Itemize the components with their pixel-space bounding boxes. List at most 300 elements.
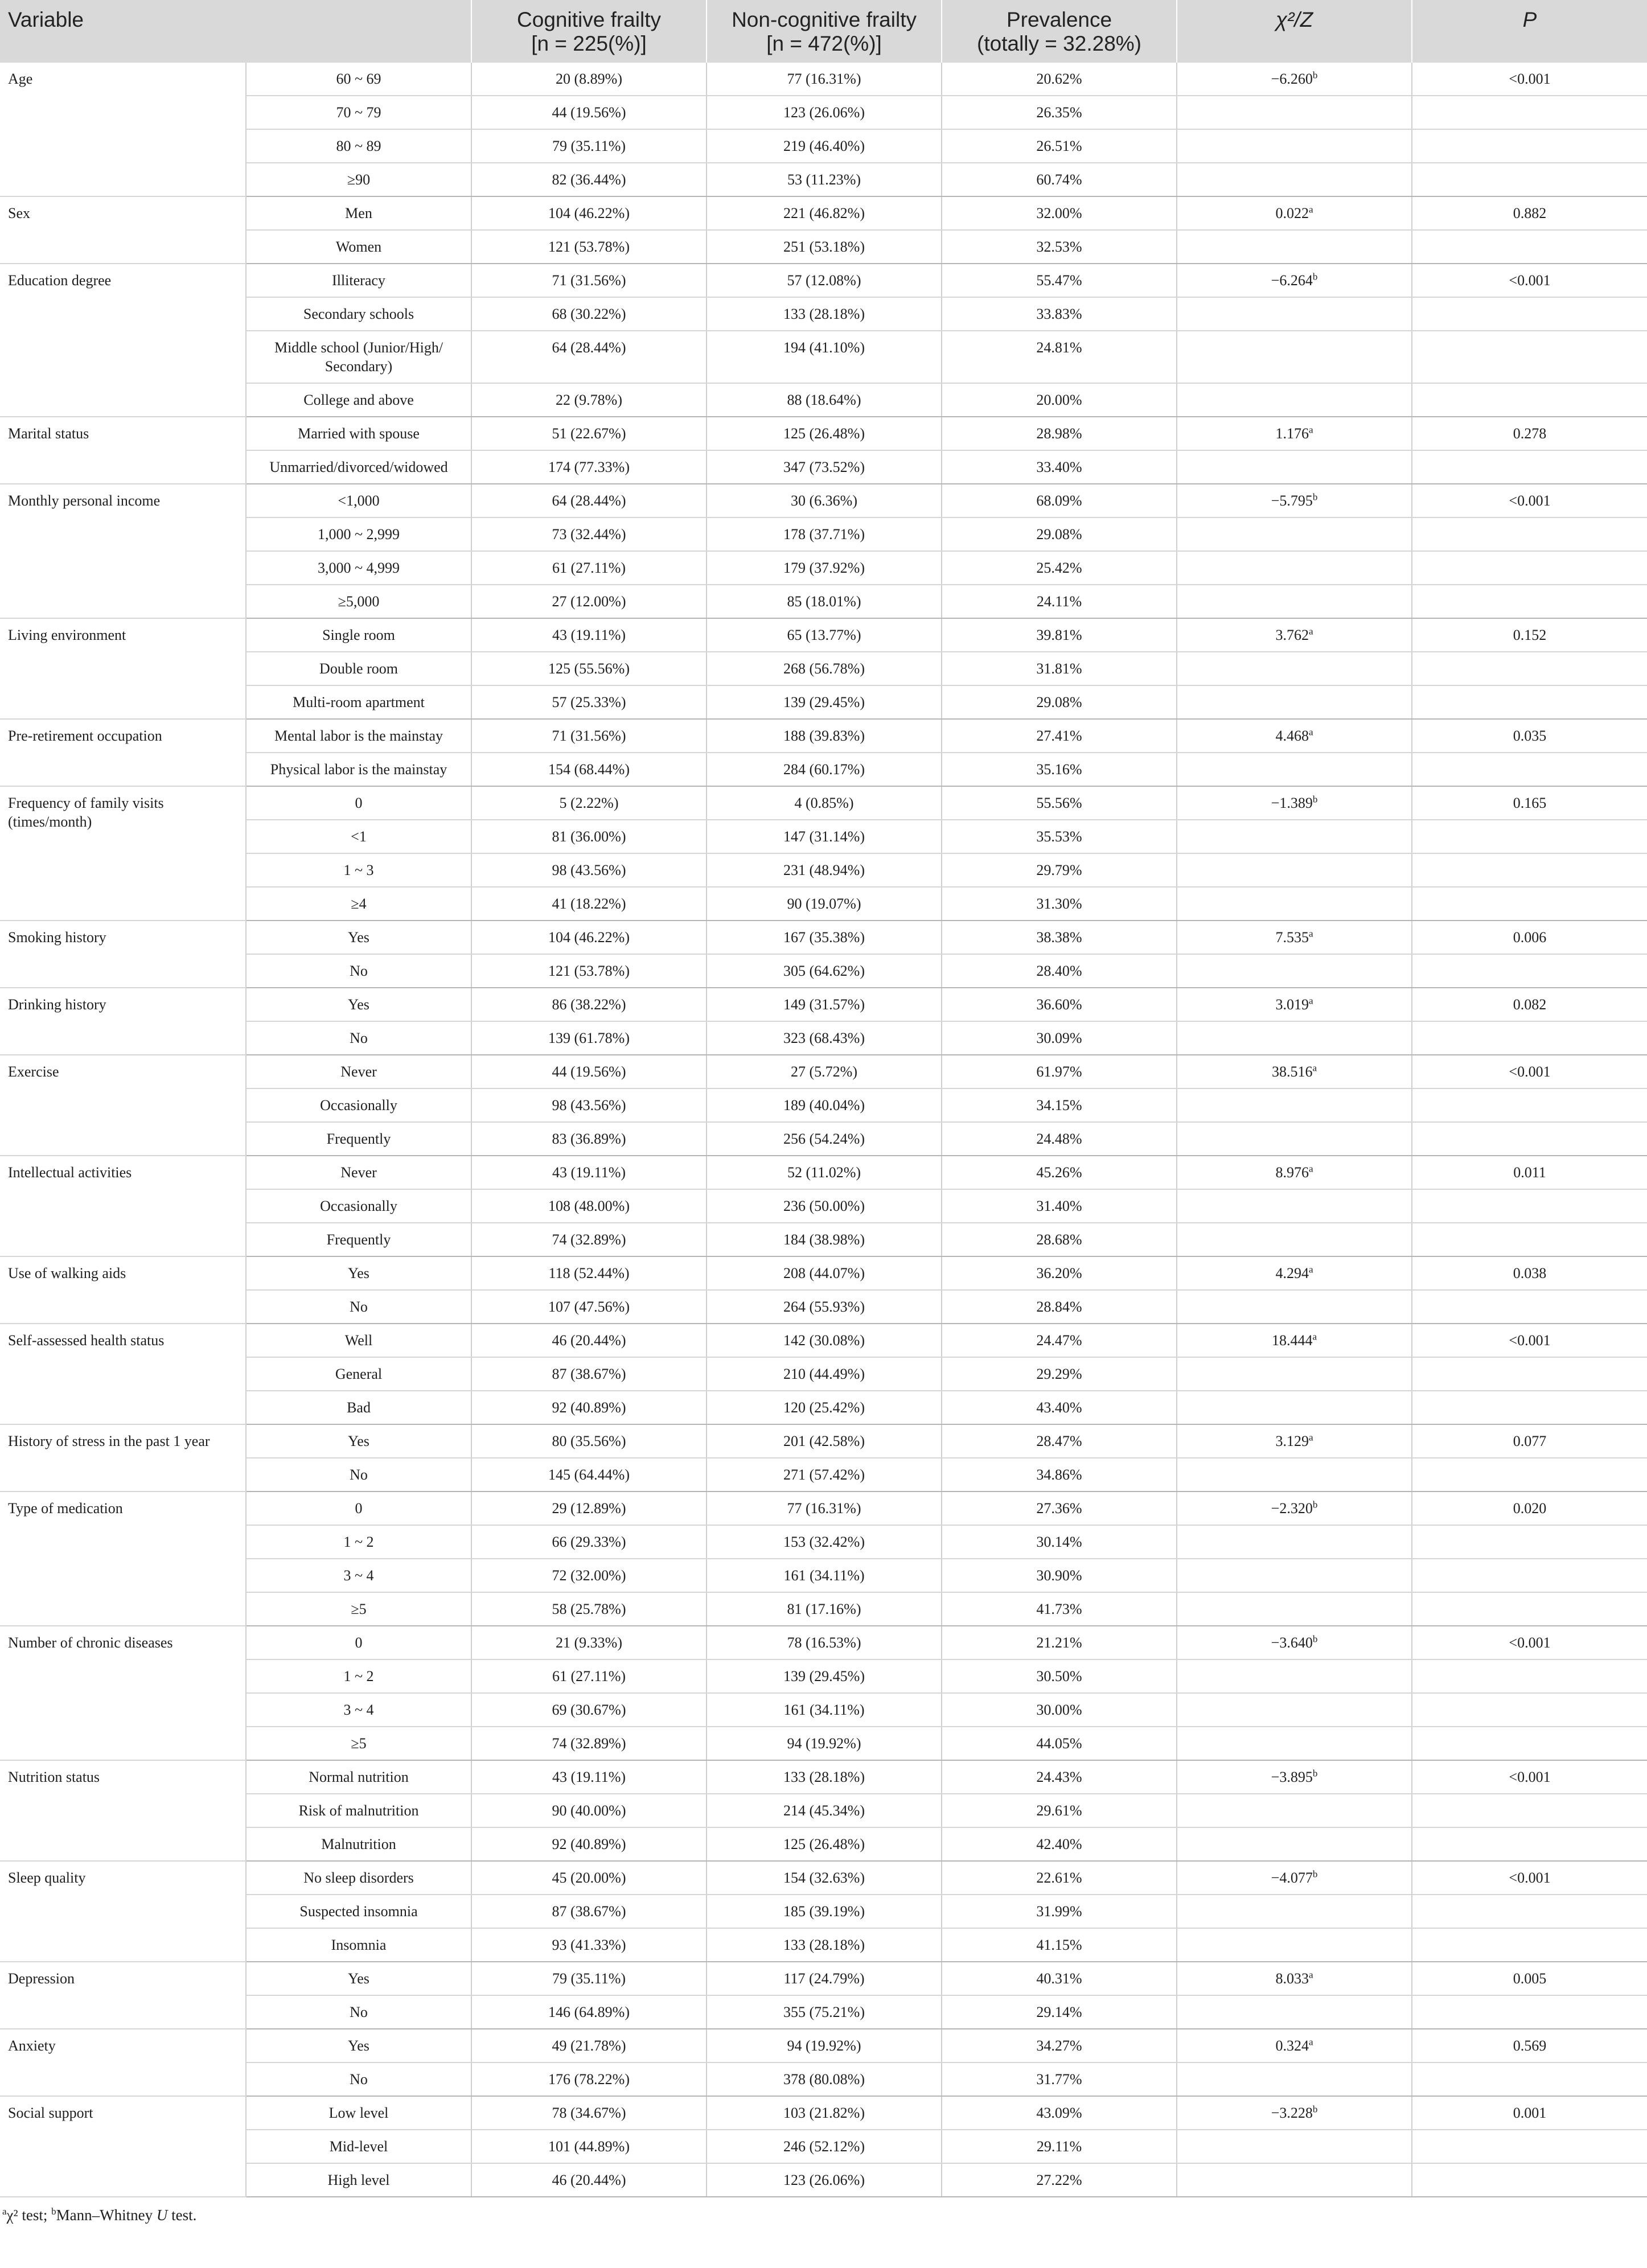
p-value-cell (1412, 96, 1647, 129)
level-cell: Double room (246, 652, 471, 685)
level-cell: Married with spouse (246, 417, 471, 450)
prevalence-cell: 25.42% (942, 551, 1177, 585)
statistic-test-mark: a (1308, 1163, 1313, 1174)
statistic-value: −6.264 (1271, 272, 1313, 289)
prevalence-cell: 31.81% (942, 652, 1177, 685)
cognitive-frailty-cell: 44 (19.56%) (471, 96, 707, 129)
p-value-cell (1412, 517, 1647, 551)
cognitive-frailty-cell: 29 (12.89%) (471, 1492, 707, 1525)
p-value-cell: 0.006 (1412, 921, 1647, 954)
statistic-cell (1177, 1962, 1412, 1995)
table-row (0, 1592, 1647, 1626)
prevalence-cell: 44.05% (942, 1727, 1177, 1760)
p-value-cell (1412, 1827, 1647, 1861)
prevalence-cell: 29.08% (942, 517, 1177, 551)
level-cell: ≥5 (246, 1727, 471, 1760)
non-cognitive-frailty-cell: 117 (24.79%) (707, 1962, 942, 1995)
non-cognitive-frailty-cell: 125 (26.48%) (707, 417, 942, 450)
footnote-b-mark: b (51, 2206, 56, 2217)
statistic-value: −1.389 (1271, 795, 1313, 811)
cognitive-frailty-cell: 22 (9.78%) (471, 383, 707, 417)
non-cognitive-frailty-cell: 139 (29.45%) (707, 685, 942, 719)
cognitive-frailty-cell: 61 (27.11%) (471, 551, 707, 585)
p-value-cell (1412, 1895, 1647, 1928)
prevalence-cell: 30.50% (942, 1659, 1177, 1693)
level-cell: Low level (246, 2096, 471, 2130)
statistic-cell (1177, 2163, 1412, 2197)
p-value-cell (1412, 753, 1647, 786)
statistic-test-mark: b (1312, 271, 1318, 282)
statistic-cell (1177, 96, 1412, 129)
level-cell: 60 ~ 69 (246, 63, 471, 96)
variable-name-cell: Self-assessed health status (0, 1324, 246, 1424)
cognitive-frailty-cell: 90 (40.00%) (471, 1794, 707, 1827)
prevalence-cell: 29.79% (942, 853, 1177, 887)
cognitive-frailty-cell: 79 (35.11%) (471, 1962, 707, 1995)
statistic-cell (1177, 129, 1412, 163)
p-value-cell (1412, 1357, 1647, 1391)
cognitive-frailty-cell: 46 (20.44%) (471, 1324, 707, 1357)
prevalence-cell: 38.38% (942, 921, 1177, 954)
level-cell: Occasionally (246, 1088, 471, 1122)
table-row (0, 1189, 1647, 1223)
level-cell: 70 ~ 79 (246, 96, 471, 129)
prevalence-cell: 33.83% (942, 297, 1177, 331)
level-cell: Frequently (246, 1122, 471, 1156)
table-row (0, 1861, 1647, 1895)
p-value-cell: <0.001 (1412, 1055, 1647, 1088)
prevalence-cell: 27.22% (942, 2163, 1177, 2197)
table-row (0, 1995, 1647, 2029)
table-footnote (0, 2197, 1647, 2225)
level-cell: Never (246, 1156, 471, 1189)
statistic-value: 3.762 (1275, 627, 1309, 643)
statistic-cell (1177, 1391, 1412, 1424)
p-value-cell: <0.001 (1412, 1626, 1647, 1659)
p-value-cell (1412, 1391, 1647, 1424)
variable-name-cell: Sex (0, 196, 246, 264)
table-row (0, 417, 1647, 450)
statistic-cell (1177, 719, 1412, 753)
p-value-cell (1412, 1223, 1647, 1256)
non-cognitive-frailty-cell: 251 (53.18%) (707, 230, 942, 264)
variable-name-cell: Sleep quality (0, 1861, 246, 1962)
level-cell: Risk of malnutrition (246, 1794, 471, 1827)
table-row (0, 331, 1647, 383)
cognitive-frailty-cell: 20 (8.89%) (471, 63, 707, 96)
prevalence-cell: 28.47% (942, 1424, 1177, 1458)
p-value-cell (1412, 1122, 1647, 1156)
prevalence-cell: 45.26% (942, 1156, 1177, 1189)
p-value-cell (1412, 1592, 1647, 1626)
cognitive-frailty-cell: 81 (36.00%) (471, 820, 707, 853)
level-cell: Men (246, 196, 471, 230)
variable-name-cell: Pre-retirement occupation (0, 719, 246, 786)
variable-name-cell: Living environment (0, 618, 246, 719)
cognitive-frailty-cell: 104 (46.22%) (471, 921, 707, 954)
statistic-cell (1177, 1189, 1412, 1223)
p-value-cell (1412, 1290, 1647, 1324)
level-cell: 0 (246, 1492, 471, 1525)
non-cognitive-frailty-cell: 123 (26.06%) (707, 2163, 942, 2197)
non-cognitive-frailty-cell: 27 (5.72%) (707, 1055, 942, 1088)
prevalence-cell: 31.77% (942, 2062, 1177, 2096)
p-value-cell (1412, 1794, 1647, 1827)
statistic-cell (1177, 1324, 1412, 1357)
statistic-value: 3.129 (1275, 1433, 1309, 1449)
variable-name-cell: Exercise (0, 1055, 246, 1156)
statistic-cell (1177, 517, 1412, 551)
level-cell: <1 (246, 820, 471, 853)
p-value-cell: <0.001 (1412, 1861, 1647, 1895)
non-cognitive-frailty-cell: 167 (35.38%) (707, 921, 942, 954)
table-row (0, 1895, 1647, 1928)
statistic-cell (1177, 1122, 1412, 1156)
prevalence-cell: 34.86% (942, 1458, 1177, 1492)
table-row (0, 1223, 1647, 1256)
p-value-cell (1412, 954, 1647, 988)
table-row (0, 450, 1647, 484)
cognitive-frailty-cell: 104 (46.22%) (471, 196, 707, 230)
statistic-cell (1177, 264, 1412, 297)
cognitive-frailty-cell: 121 (53.78%) (471, 230, 707, 264)
header-prevalence-line2: (totally = 32.28%) (977, 32, 1141, 55)
cognitive-frailty-cell: 41 (18.22%) (471, 887, 707, 921)
table-row (0, 1156, 1647, 1189)
statistic-test-mark: a (1308, 204, 1313, 215)
p-value-cell: 0.165 (1412, 786, 1647, 820)
p-value-cell (1412, 163, 1647, 196)
header-variable: Variable (0, 0, 471, 63)
non-cognitive-frailty-cell: 214 (45.34%) (707, 1794, 942, 1827)
table-row (0, 1962, 1647, 1995)
prevalence-cell: 29.11% (942, 2130, 1177, 2163)
p-value-cell: <0.001 (1412, 1760, 1647, 1794)
table-row (0, 954, 1647, 988)
table-row (0, 1391, 1647, 1424)
table-row (0, 1693, 1647, 1727)
prevalence-cell: 68.09% (942, 484, 1177, 517)
statistic-cell (1177, 1357, 1412, 1391)
p-value-cell (1412, 297, 1647, 331)
table-row (0, 1794, 1647, 1827)
statistic-cell (1177, 921, 1412, 954)
statistic-cell (1177, 786, 1412, 820)
prevalence-cell: 29.29% (942, 1357, 1177, 1391)
statistic-test-mark: a (1308, 928, 1313, 939)
p-value-cell: 0.278 (1412, 417, 1647, 450)
header-statistic: χ²/Z (1177, 0, 1412, 63)
non-cognitive-frailty-cell: 264 (55.93%) (707, 1290, 942, 1324)
p-value-cell: 0.077 (1412, 1424, 1647, 1458)
table-body (0, 63, 1647, 2197)
prevalence-cell: 27.41% (942, 719, 1177, 753)
cognitive-frailty-cell: 57 (25.33%) (471, 685, 707, 719)
table-row (0, 484, 1647, 517)
p-value-cell (1412, 383, 1647, 417)
statistic-cell (1177, 2029, 1412, 2062)
non-cognitive-frailty-cell: 271 (57.42%) (707, 1458, 942, 1492)
table-row (0, 96, 1647, 129)
level-cell: Physical labor is the mainstay (246, 753, 471, 786)
level-cell: Mental labor is the mainstay (246, 719, 471, 753)
variable-name-cell: Smoking history (0, 921, 246, 988)
statistic-value: 1.176 (1275, 425, 1309, 442)
level-cell: Never (246, 1055, 471, 1088)
variable-name-cell: History of stress in the past 1 year (0, 1424, 246, 1492)
prevalence-cell: 24.81% (942, 331, 1177, 383)
non-cognitive-frailty-cell: 154 (32.63%) (707, 1861, 942, 1895)
variable-name-cell: Social support (0, 2096, 246, 2197)
statistic-test-mark: a (1308, 1969, 1313, 1981)
table-row (0, 719, 1647, 753)
cognitive-frailty-cell: 145 (64.44%) (471, 1458, 707, 1492)
prevalence-cell: 35.16% (942, 753, 1177, 786)
statistic-cell (1177, 585, 1412, 618)
statistic-value: 8.033 (1275, 1970, 1309, 1987)
cognitive-frailty-cell: 108 (48.00%) (471, 1189, 707, 1223)
cognitive-frailty-cell: 64 (28.44%) (471, 484, 707, 517)
prevalence-cell: 29.14% (942, 1995, 1177, 2029)
statistic-cell (1177, 1021, 1412, 1055)
table-row (0, 1357, 1647, 1391)
level-cell: General (246, 1357, 471, 1391)
cognitive-frailty-cell: 43 (19.11%) (471, 1760, 707, 1794)
statistic-cell (1177, 988, 1412, 1021)
table-row (0, 1760, 1647, 1794)
non-cognitive-frailty-cell: 103 (21.82%) (707, 2096, 942, 2130)
level-cell: No (246, 1995, 471, 2029)
prevalence-cell: 21.21% (942, 1626, 1177, 1659)
non-cognitive-frailty-cell: 133 (28.18%) (707, 1760, 942, 1794)
cognitive-frailty-cell: 43 (19.11%) (471, 618, 707, 652)
p-value-cell: <0.001 (1412, 264, 1647, 297)
cognitive-frailty-cell: 87 (38.67%) (471, 1357, 707, 1391)
prevalence-cell: 41.15% (942, 1928, 1177, 1962)
p-value-cell: <0.001 (1412, 484, 1647, 517)
level-cell: ≥90 (246, 163, 471, 196)
statistic-value: −3.640 (1271, 1634, 1313, 1651)
statistic-cell (1177, 1290, 1412, 1324)
statistic-cell (1177, 1055, 1412, 1088)
prevalence-cell: 24.47% (942, 1324, 1177, 1357)
statistic-cell (1177, 2096, 1412, 2130)
table-row (0, 988, 1647, 1021)
non-cognitive-frailty-cell: 185 (39.19%) (707, 1895, 942, 1928)
table-row (0, 129, 1647, 163)
table-row (0, 853, 1647, 887)
table-row (0, 383, 1647, 417)
non-cognitive-frailty-cell: 347 (73.52%) (707, 450, 942, 484)
level-cell: Yes (246, 1256, 471, 1290)
non-cognitive-frailty-cell: 53 (11.23%) (707, 163, 942, 196)
statistic-value: 3.019 (1275, 996, 1309, 1013)
p-value-cell (1412, 585, 1647, 618)
non-cognitive-frailty-cell: 120 (25.42%) (707, 1391, 942, 1424)
header-row (0, 0, 1647, 63)
non-cognitive-frailty-cell: 184 (38.98%) (707, 1223, 942, 1256)
level-cell: No sleep disorders (246, 1861, 471, 1895)
prevalence-cell: 43.09% (942, 2096, 1177, 2130)
statistic-cell (1177, 2130, 1412, 2163)
p-value-cell (1412, 1021, 1647, 1055)
variable-name-cell: Anxiety (0, 2029, 246, 2096)
prevalence-cell: 27.36% (942, 1492, 1177, 1525)
non-cognitive-frailty-cell: 77 (16.31%) (707, 63, 942, 96)
statistic-cell (1177, 1626, 1412, 1659)
non-cognitive-frailty-cell: 161 (34.11%) (707, 1559, 942, 1592)
statistic-test-mark: a (1308, 1432, 1313, 1443)
table-row (0, 1659, 1647, 1693)
non-cognitive-frailty-cell: 256 (54.24%) (707, 1122, 942, 1156)
p-value-cell (1412, 1088, 1647, 1122)
non-cognitive-frailty-cell: 139 (29.45%) (707, 1659, 942, 1693)
prevalence-cell: 30.14% (942, 1525, 1177, 1559)
statistic-test-mark: a (1308, 726, 1313, 738)
prevalence-cell: 61.97% (942, 1055, 1177, 1088)
table-row (0, 921, 1647, 954)
non-cognitive-frailty-cell: 208 (44.07%) (707, 1256, 942, 1290)
p-value-cell: 0.569 (1412, 2029, 1647, 2062)
p-value-cell (1412, 331, 1647, 383)
table-row (0, 1626, 1647, 1659)
statistic-test-mark: a (1308, 1264, 1313, 1275)
p-value-cell: <0.001 (1412, 63, 1647, 96)
cognitive-frailty-cell: 46 (20.44%) (471, 2163, 707, 2197)
statistic-cell (1177, 1223, 1412, 1256)
table-row (0, 163, 1647, 196)
cognitive-frailty-cell: 92 (40.89%) (471, 1391, 707, 1424)
prevalence-cell: 31.30% (942, 887, 1177, 921)
statistic-value: −4.077 (1271, 1870, 1313, 1886)
statistic-cell (1177, 484, 1412, 517)
prevalence-cell: 30.90% (942, 1559, 1177, 1592)
statistic-cell (1177, 887, 1412, 921)
p-value-cell (1412, 652, 1647, 685)
non-cognitive-frailty-cell: 161 (34.11%) (707, 1693, 942, 1727)
non-cognitive-frailty-cell: 52 (11.02%) (707, 1156, 942, 1189)
header-prevalence-line1: Prevalence (1006, 8, 1112, 31)
p-value-cell (1412, 129, 1647, 163)
statistic-cell (1177, 1659, 1412, 1693)
level-cell: 3 ~ 4 (246, 1693, 471, 1727)
level-cell: Occasionally (246, 1189, 471, 1223)
statistic-cell (1177, 954, 1412, 988)
cognitive-frailty-cell: 44 (19.56%) (471, 1055, 707, 1088)
level-cell: Well (246, 1324, 471, 1357)
statistic-test-mark: a (1312, 1062, 1317, 1074)
p-value-cell (1412, 887, 1647, 921)
level-cell: Bad (246, 1391, 471, 1424)
non-cognitive-frailty-cell: 189 (40.04%) (707, 1088, 942, 1122)
footnote-b-text-pre: Mann–Whitney (56, 2207, 157, 2224)
table-row (0, 517, 1647, 551)
statistic-value: −6.260 (1271, 71, 1313, 87)
statistic-test-mark: a (1308, 626, 1313, 637)
level-cell: Women (246, 230, 471, 264)
p-value-cell: 0.038 (1412, 1256, 1647, 1290)
cognitive-frailty-cell: 176 (78.22%) (471, 2062, 707, 2096)
p-value-cell: 0.001 (1412, 2096, 1647, 2130)
statistic-cell (1177, 1492, 1412, 1525)
header-non-cognitive-frailty (707, 0, 942, 63)
statistic-test-mark: b (1312, 1499, 1318, 1510)
p-value-cell (1412, 820, 1647, 853)
p-value-cell (1412, 685, 1647, 719)
p-value-cell (1412, 2130, 1647, 2163)
level-cell: 80 ~ 89 (246, 129, 471, 163)
p-value-cell: 0.035 (1412, 719, 1647, 753)
non-cognitive-frailty-cell: 231 (48.94%) (707, 853, 942, 887)
table-row (0, 652, 1647, 685)
prevalence-cell: 28.40% (942, 954, 1177, 988)
statistic-cell (1177, 618, 1412, 652)
cognitive-frailty-cell: 98 (43.56%) (471, 1088, 707, 1122)
level-cell: No (246, 2062, 471, 2096)
non-cognitive-frailty-cell: 133 (28.18%) (707, 297, 942, 331)
variable-name-cell: Frequency of family visits (times/month) (0, 786, 246, 921)
statistic-cell (1177, 163, 1412, 196)
statistic-cell (1177, 450, 1412, 484)
table-row (0, 551, 1647, 585)
level-cell: No (246, 1021, 471, 1055)
statistic-test-mark: a (1308, 2036, 1313, 2048)
statistic-cell (1177, 63, 1412, 96)
prevalence-cell: 33.40% (942, 450, 1177, 484)
cognitive-frailty-cell: 49 (21.78%) (471, 2029, 707, 2062)
table-row (0, 1122, 1647, 1156)
table-row (0, 1021, 1647, 1055)
statistic-cell (1177, 1592, 1412, 1626)
cognitive-frailty-cell: 107 (47.56%) (471, 1290, 707, 1324)
cognitive-frailty-cell: 72 (32.00%) (471, 1559, 707, 1592)
table-row (0, 1727, 1647, 1760)
statistic-value: 8.976 (1275, 1164, 1309, 1181)
non-cognitive-frailty-cell: 210 (44.49%) (707, 1357, 942, 1391)
p-value-cell (1412, 1559, 1647, 1592)
level-cell: Suspected insomnia (246, 1895, 471, 1928)
variable-name-cell: Depression (0, 1962, 246, 2029)
variable-name-cell: Marital status (0, 417, 246, 484)
variable-name-cell: Education degree (0, 264, 246, 417)
table-row (0, 685, 1647, 719)
cognitive-frailty-cell: 82 (36.44%) (471, 163, 707, 196)
header-cognitive-line2: [n = 225(%)] (531, 32, 647, 55)
prevalence-cell: 60.74% (942, 163, 1177, 196)
statistic-value: −3.228 (1271, 2105, 1313, 2121)
non-cognitive-frailty-cell: 153 (32.42%) (707, 1525, 942, 1559)
prevalence-cell: 28.68% (942, 1223, 1177, 1256)
table-row (0, 618, 1647, 652)
table-row (0, 1290, 1647, 1324)
statistic-test-mark: b (1312, 491, 1318, 503)
table-row (0, 1525, 1647, 1559)
cognitive-frailty-cell: 80 (35.56%) (471, 1424, 707, 1458)
prevalence-cell: 20.62% (942, 63, 1177, 96)
prevalence-cell: 32.53% (942, 230, 1177, 264)
level-cell: No (246, 1458, 471, 1492)
prevalence-cell: 29.61% (942, 1794, 1177, 1827)
statistic-cell (1177, 1559, 1412, 1592)
statistic-value: 38.516 (1271, 1063, 1313, 1080)
statistic-cell (1177, 652, 1412, 685)
p-value-cell: 0.152 (1412, 618, 1647, 652)
cognitive-frailty-cell: 139 (61.78%) (471, 1021, 707, 1055)
table-row (0, 264, 1647, 297)
table-row (0, 230, 1647, 264)
prevalence-cell: 31.99% (942, 1895, 1177, 1928)
non-cognitive-frailty-cell: 378 (80.08%) (707, 2062, 942, 2096)
